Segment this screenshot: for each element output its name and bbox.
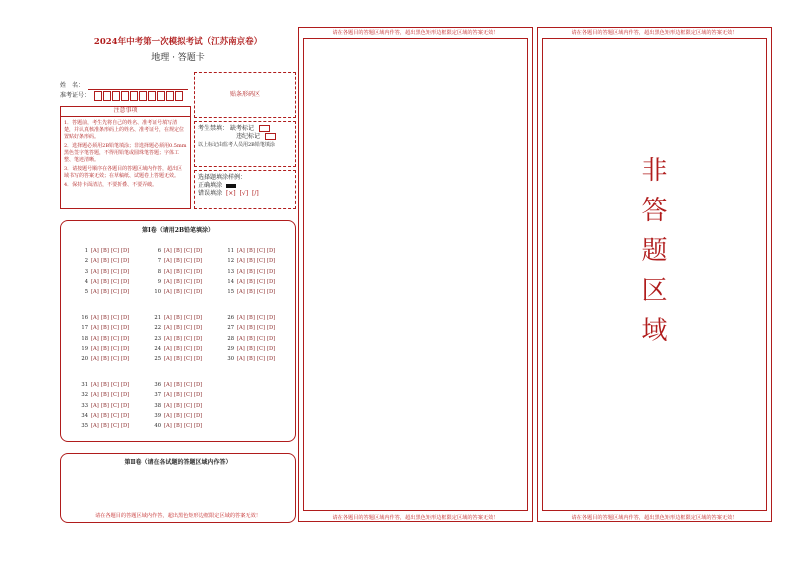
answer-row bbox=[224, 277, 277, 287]
answer-bubble[interactable]: [B] bbox=[247, 335, 255, 342]
answer-bubble[interactable]: [C] bbox=[111, 315, 120, 321]
question-number: 14 bbox=[227, 278, 234, 285]
answer-row bbox=[78, 401, 131, 411]
answer-bubble[interactable]: [B] bbox=[174, 325, 182, 332]
subject-subtitle: 地理 · 答题卡 bbox=[151, 53, 205, 63]
answer-row bbox=[224, 323, 277, 333]
answer-bubble[interactable]: [D] bbox=[267, 248, 276, 254]
barcode-area bbox=[194, 72, 296, 118]
answer-bubble[interactable]: [A] bbox=[91, 345, 99, 352]
answer-bubble[interactable]: [C] bbox=[184, 268, 193, 275]
answer-bubble[interactable]: [D] bbox=[121, 392, 130, 399]
answer-bubble[interactable]: [D] bbox=[121, 268, 130, 275]
answer-bubble[interactable]: [D] bbox=[267, 289, 276, 296]
answer-bubble[interactable]: [B] bbox=[247, 325, 255, 332]
question-number: 23 bbox=[154, 335, 161, 342]
question-number: 33 bbox=[81, 402, 88, 409]
answer-bubble[interactable]: [C] bbox=[257, 325, 266, 332]
id-label: 准考证号： bbox=[60, 92, 91, 99]
no-answer-char: 非 bbox=[641, 156, 668, 186]
fill-example-box bbox=[194, 170, 296, 209]
absent-note: 以上标记由监考人员用2B铅笔填涂 bbox=[198, 142, 275, 148]
answer-bubble[interactable]: [A] bbox=[164, 423, 172, 430]
answer-bubble[interactable]: [C] bbox=[257, 278, 266, 285]
no-answer-char: 域 bbox=[641, 316, 668, 346]
answer-bubble[interactable]: [D] bbox=[267, 315, 276, 321]
answer-row bbox=[78, 411, 131, 421]
answer-bubble[interactable]: [C] bbox=[184, 258, 193, 265]
answer-row bbox=[78, 334, 131, 344]
no-answer-char: 区 bbox=[641, 276, 668, 306]
answer-bubble[interactable]: [D] bbox=[267, 258, 276, 265]
answer-bubble[interactable]: [C] bbox=[111, 402, 120, 409]
answer-row bbox=[224, 246, 277, 256]
answer-bubble[interactable]: [A] bbox=[164, 325, 172, 332]
answer-bubble[interactable]: [B] bbox=[101, 345, 109, 352]
answer-bubble[interactable]: [A] bbox=[237, 258, 245, 265]
answer-bubble[interactable]: [D] bbox=[121, 315, 130, 321]
answer-bubble[interactable]: [D] bbox=[121, 289, 130, 296]
no-answer-char: 答 bbox=[641, 196, 668, 226]
question-number: 37 bbox=[154, 392, 161, 399]
answer-bubble[interactable]: [D] bbox=[194, 248, 203, 254]
notice-box bbox=[60, 106, 191, 209]
answer-bubble[interactable]: [D] bbox=[121, 278, 130, 285]
answer-bubble[interactable]: [C] bbox=[111, 325, 120, 332]
question-number: 34 bbox=[81, 412, 88, 419]
answer-bubble[interactable]: [C] bbox=[111, 258, 120, 265]
answer-bubble[interactable]: [C] bbox=[184, 356, 193, 363]
answer-bubble[interactable]: [C] bbox=[111, 248, 120, 254]
answer-bubble[interactable]: [D] bbox=[194, 356, 203, 363]
question-number: 16 bbox=[81, 315, 88, 321]
answer-bubble[interactable]: [A] bbox=[91, 325, 99, 332]
answer-row bbox=[151, 246, 204, 256]
answer-bubble[interactable]: [B] bbox=[247, 315, 255, 321]
answer-bubble[interactable]: [C] bbox=[257, 289, 266, 296]
answer-bubble[interactable]: [D] bbox=[194, 335, 203, 342]
no-answer-area-text bbox=[538, 151, 771, 351]
answer-bubble[interactable]: [B] bbox=[101, 258, 109, 265]
wrong-fill-label: 错误填涂 bbox=[198, 190, 223, 197]
wrong-example: [/] bbox=[252, 190, 259, 197]
answer-bubble[interactable]: [D] bbox=[267, 325, 276, 332]
answer-row bbox=[224, 256, 277, 266]
answer-row bbox=[151, 390, 204, 400]
answer-bubble[interactable]: [B] bbox=[101, 248, 109, 254]
id-digit-boxes[interactable] bbox=[94, 91, 183, 101]
answer-row bbox=[224, 344, 277, 354]
absent-mark-label: 缺考标记 bbox=[229, 125, 254, 132]
answer-bubble[interactable]: [A] bbox=[164, 412, 172, 419]
answer-bubble[interactable]: [B] bbox=[174, 289, 182, 296]
answer-bubble[interactable]: [B] bbox=[174, 268, 182, 275]
answer-bubble[interactable]: [D] bbox=[121, 382, 130, 388]
answer-bubble[interactable]: [C] bbox=[184, 315, 193, 321]
answer-bubble[interactable]: [A] bbox=[91, 392, 99, 399]
section2-box bbox=[60, 453, 296, 523]
answer-bubble[interactable]: [B] bbox=[101, 412, 109, 419]
answer-bubble[interactable]: [C] bbox=[111, 289, 120, 296]
answer-row bbox=[151, 411, 204, 421]
answer-row bbox=[151, 313, 204, 323]
answer-bubble[interactable]: [D] bbox=[121, 345, 130, 352]
question-number: 30 bbox=[227, 356, 234, 363]
answer-bubble[interactable]: [A] bbox=[164, 268, 172, 275]
answer-row bbox=[151, 344, 204, 354]
question-number: 6 bbox=[157, 248, 161, 254]
question-number: 29 bbox=[227, 345, 234, 352]
correct-fill-row bbox=[198, 182, 292, 190]
wrong-fill-row bbox=[198, 190, 292, 198]
answer-bubble[interactable]: [C] bbox=[111, 382, 120, 388]
answer-group bbox=[151, 246, 204, 297]
answer-bubble[interactable]: [D] bbox=[194, 289, 203, 296]
question-number: 12 bbox=[227, 258, 234, 265]
answer-bubble[interactable]: [D] bbox=[194, 325, 203, 332]
answer-bubble[interactable]: [A] bbox=[91, 412, 99, 419]
answer-bubble[interactable]: [D] bbox=[121, 356, 130, 363]
answer-bubble[interactable]: [D] bbox=[121, 412, 130, 419]
question-number: 4 bbox=[84, 278, 88, 285]
answer-bubble[interactable]: [D] bbox=[194, 315, 203, 321]
answer-bubble[interactable]: [C] bbox=[111, 356, 120, 363]
answer-bubble[interactable]: [C] bbox=[111, 423, 120, 430]
answer-bubble[interactable]: [B] bbox=[247, 258, 255, 265]
answer-bubble[interactable]: [C] bbox=[184, 412, 193, 419]
question-number: 3 bbox=[84, 268, 88, 275]
answer-bubble[interactable]: [A] bbox=[164, 345, 172, 352]
answer-bubble[interactable]: [B] bbox=[247, 289, 255, 296]
out-of-bounds-warning: 请在各题目的答题区域内作答，超出黑色矩形边框限定区域的答案无效！ bbox=[332, 515, 499, 521]
answer-bubble[interactable]: [B] bbox=[101, 423, 109, 430]
question-number: 28 bbox=[227, 335, 234, 342]
exam-title: 2024年中考第一次模拟考试（江苏南京卷） bbox=[93, 37, 263, 47]
question-number: 8 bbox=[157, 268, 161, 275]
answer-bubble[interactable]: [C] bbox=[184, 382, 193, 388]
answer-bubble[interactable]: [B] bbox=[247, 356, 255, 363]
answer-bubble[interactable]: [D] bbox=[194, 382, 203, 388]
answer-bubble[interactable]: [A] bbox=[237, 289, 245, 296]
answer-bubble[interactable]: [D] bbox=[194, 412, 203, 419]
wrong-example: [×] bbox=[225, 190, 236, 197]
answer-bubble[interactable]: [A] bbox=[164, 248, 172, 254]
answer-bubble[interactable]: [C] bbox=[111, 268, 120, 275]
section2-title: 第Ⅱ卷（请在各试题的答题区域内作答） bbox=[124, 459, 232, 466]
answer-row bbox=[224, 313, 277, 323]
answer-group bbox=[78, 380, 131, 431]
question-number: 22 bbox=[154, 325, 161, 332]
answer-group bbox=[224, 313, 277, 364]
answer-bubble[interactable]: [D] bbox=[194, 278, 203, 285]
absent-checkbox[interactable] bbox=[259, 125, 270, 132]
answer-bubble[interactable]: [D] bbox=[194, 392, 203, 399]
answer-bubble[interactable]: [B] bbox=[247, 278, 255, 285]
answer-row bbox=[151, 256, 204, 266]
question-number: 5 bbox=[84, 289, 88, 296]
answer-bubble[interactable]: [B] bbox=[101, 268, 109, 275]
answer-row bbox=[78, 246, 131, 256]
answer-bubble[interactable]: [A] bbox=[237, 248, 245, 254]
answer-bubble[interactable]: [C] bbox=[184, 248, 193, 254]
answer-bubble[interactable]: [A] bbox=[237, 268, 245, 275]
question-number: 31 bbox=[81, 382, 88, 388]
answer-bubble[interactable]: [B] bbox=[101, 382, 109, 388]
answer-bubble[interactable]: [A] bbox=[91, 423, 99, 430]
answer-bubble[interactable]: [C] bbox=[111, 345, 120, 352]
answer-bubble[interactable]: [D] bbox=[121, 325, 130, 332]
question-number: 10 bbox=[154, 289, 161, 296]
answer-bubble[interactable]: [B] bbox=[174, 248, 182, 254]
answer-bubble[interactable]: [A] bbox=[164, 258, 172, 265]
answer-row bbox=[224, 334, 277, 344]
answer-bubble[interactable]: [C] bbox=[257, 258, 266, 265]
answer-bubble[interactable]: [C] bbox=[184, 325, 193, 332]
answer-row bbox=[78, 344, 131, 354]
answer-bubble[interactable]: [B] bbox=[247, 345, 255, 352]
name-line[interactable] bbox=[88, 89, 188, 90]
answer-bubble[interactable]: [B] bbox=[101, 278, 109, 285]
absent-label: 考生禁填： bbox=[198, 125, 229, 132]
answer-bubble[interactable]: [D] bbox=[267, 345, 276, 352]
answer-bubble[interactable]: [B] bbox=[247, 248, 255, 254]
answer-row bbox=[78, 323, 131, 333]
answer-bubble[interactable]: [A] bbox=[91, 402, 99, 409]
question-number: 27 bbox=[227, 325, 234, 332]
answer-bubble[interactable]: [D] bbox=[267, 335, 276, 342]
answer-bubble[interactable]: [C] bbox=[184, 423, 193, 430]
answer-bubble[interactable]: [B] bbox=[101, 315, 109, 321]
answer-row bbox=[151, 421, 204, 431]
column-2-inner-frame bbox=[303, 38, 528, 511]
answer-bubble[interactable]: [A] bbox=[91, 278, 99, 285]
answer-bubble[interactable]: [C] bbox=[184, 278, 193, 285]
answer-bubble[interactable]: [D] bbox=[194, 345, 203, 352]
question-number: 36 bbox=[154, 382, 161, 388]
answer-bubble[interactable]: [B] bbox=[174, 345, 182, 352]
answer-bubble[interactable]: [B] bbox=[174, 423, 182, 430]
no-answer-column bbox=[537, 27, 772, 522]
answer-bubble[interactable]: [D] bbox=[121, 423, 130, 430]
answer-bubble[interactable]: [A] bbox=[164, 402, 172, 409]
correct-fill-label: 正确填涂 bbox=[198, 182, 223, 189]
answer-bubble[interactable]: [A] bbox=[237, 278, 245, 285]
answer-bubble[interactable]: [D] bbox=[121, 402, 130, 409]
answer-bubble[interactable]: [D] bbox=[267, 268, 276, 275]
fill-example-title: 选择题填涂样例： bbox=[198, 174, 247, 181]
answer-bubble[interactable]: [A] bbox=[91, 258, 99, 265]
answer-bubble[interactable]: [C] bbox=[111, 412, 120, 419]
answer-bubble[interactable]: [B] bbox=[174, 392, 182, 399]
answer-bubble[interactable]: [A] bbox=[164, 335, 172, 342]
answer-bubble[interactable]: [C] bbox=[184, 289, 193, 296]
answer-bubble[interactable]: [B] bbox=[174, 382, 182, 388]
answer-bubble[interactable]: [C] bbox=[257, 345, 266, 352]
question-number: 18 bbox=[81, 335, 88, 342]
answer-row bbox=[151, 401, 204, 411]
notice-item: 2．选择题必须用2B铅笔填涂；非选择题必须用0.5mm黑色签字笔答题，不得用铅笔或圆珠笔答题；字体工整、笔迹清晰。 bbox=[64, 143, 187, 163]
violation-mark-label: 违纪标记 bbox=[236, 133, 261, 140]
answer-bubble[interactable]: [C] bbox=[184, 345, 193, 352]
question-number: 9 bbox=[157, 278, 161, 285]
answer-bubble[interactable]: [B] bbox=[101, 325, 109, 332]
answer-row bbox=[224, 354, 277, 364]
answer-bubble[interactable]: [B] bbox=[174, 258, 182, 265]
answer-column-2[interactable] bbox=[298, 27, 533, 522]
answer-bubble[interactable]: [D] bbox=[267, 356, 276, 363]
answer-bubble[interactable]: [D] bbox=[121, 258, 130, 265]
answer-bubble[interactable]: [D] bbox=[194, 258, 203, 265]
answer-row bbox=[78, 390, 131, 400]
question-number: 20 bbox=[81, 356, 88, 363]
question-number: 40 bbox=[154, 423, 161, 430]
answer-bubble[interactable]: [A] bbox=[237, 356, 245, 363]
answer-bubble[interactable]: [B] bbox=[174, 335, 182, 342]
question-number: 17 bbox=[81, 325, 88, 332]
answer-row bbox=[151, 287, 204, 297]
absent-box bbox=[194, 121, 296, 167]
answer-bubble[interactable]: [A] bbox=[237, 335, 245, 342]
absent-label-row bbox=[198, 125, 292, 133]
answer-bubble[interactable]: [B] bbox=[247, 268, 255, 275]
out-of-bounds-warning: 请在各题目的答题区域内作答，超出黑色矩形边框限定区域的答案无效！ bbox=[332, 30, 499, 36]
answer-bubble[interactable]: [C] bbox=[111, 278, 120, 285]
answer-bubble[interactable]: [C] bbox=[184, 402, 193, 409]
answer-bubble[interactable]: [A] bbox=[164, 278, 172, 285]
question-number: 13 bbox=[227, 268, 234, 275]
question-number: 38 bbox=[154, 402, 161, 409]
answer-bubble[interactable]: [C] bbox=[184, 392, 193, 399]
no-answer-char: 题 bbox=[641, 236, 668, 266]
answer-group bbox=[151, 313, 204, 364]
answer-bubble[interactable]: [B] bbox=[101, 392, 109, 399]
answer-bubble[interactable]: [B] bbox=[101, 402, 109, 409]
question-number: 24 bbox=[154, 345, 161, 352]
answer-bubble[interactable]: [B] bbox=[174, 315, 182, 321]
section1-title: 第Ⅰ卷（请用2B铅笔填涂） bbox=[141, 227, 215, 234]
question-number: 39 bbox=[154, 412, 161, 419]
answer-row bbox=[78, 421, 131, 431]
answer-bubble[interactable]: [C] bbox=[184, 335, 193, 342]
answer-bubble[interactable]: [C] bbox=[111, 335, 120, 342]
answer-bubble[interactable]: [A] bbox=[164, 289, 172, 296]
answer-bubble[interactable]: [A] bbox=[91, 248, 99, 254]
notice-item: 4．保持卡面清洁，不要折叠、不要弄破。 bbox=[64, 182, 158, 188]
answer-row bbox=[78, 277, 131, 287]
answer-bubble[interactable]: [B] bbox=[174, 402, 182, 409]
answer-bubble[interactable]: [B] bbox=[174, 356, 182, 363]
answer-bubble[interactable]: [B] bbox=[101, 356, 109, 363]
answer-bubble[interactable]: [D] bbox=[194, 402, 203, 409]
answer-group bbox=[78, 246, 131, 297]
answer-bubble[interactable]: [A] bbox=[164, 392, 172, 399]
answer-bubble[interactable]: [C] bbox=[111, 392, 120, 399]
answer-row bbox=[151, 277, 204, 287]
answer-row bbox=[78, 354, 131, 364]
answer-bubble[interactable]: [B] bbox=[101, 335, 109, 342]
question-number: 21 bbox=[154, 315, 161, 321]
question-number: 11 bbox=[227, 248, 234, 254]
answer-group bbox=[78, 313, 131, 364]
answer-bubble[interactable]: [D] bbox=[194, 423, 203, 430]
answer-bubble[interactable]: [C] bbox=[257, 335, 266, 342]
answer-bubble[interactable]: [C] bbox=[257, 268, 266, 275]
barcode-label: 贴条形码区 bbox=[229, 91, 260, 98]
question-number: 1 bbox=[84, 248, 88, 254]
question-number: 25 bbox=[154, 356, 161, 363]
answer-bubble[interactable]: [A] bbox=[164, 382, 172, 388]
answer-bubble[interactable]: [C] bbox=[257, 315, 266, 321]
answer-row bbox=[78, 313, 131, 323]
answer-bubble[interactable]: [A] bbox=[91, 335, 99, 342]
answer-bubble[interactable]: [A] bbox=[237, 315, 245, 321]
answer-bubble[interactable]: [A] bbox=[91, 356, 99, 363]
answer-bubble[interactable]: [B] bbox=[101, 289, 109, 296]
answer-bubble[interactable]: [A] bbox=[164, 356, 172, 363]
answer-bubble[interactable]: [A] bbox=[164, 315, 172, 321]
answer-row bbox=[151, 323, 204, 333]
answer-bubble[interactable]: [B] bbox=[174, 412, 182, 419]
answer-bubble[interactable]: [A] bbox=[91, 268, 99, 275]
answer-row bbox=[151, 380, 204, 390]
answer-bubble[interactable]: [D] bbox=[194, 268, 203, 275]
out-of-bounds-warning: 请在各题目的答题区域内作答，超出黑色矩形边框限定区域的答案无效！ bbox=[571, 515, 738, 521]
answer-row bbox=[224, 287, 277, 297]
out-of-bounds-warning: 请在各题目的答题区域内作答，超出黑色矩形边框限定区域的答案无效！ bbox=[94, 513, 261, 519]
question-number: 2 bbox=[84, 258, 88, 265]
question-number: 19 bbox=[81, 345, 88, 352]
answer-group bbox=[224, 246, 277, 297]
out-of-bounds-warning: 请在各题目的答题区域内作答，超出黑色矩形边框限定区域的答案无效！ bbox=[571, 30, 738, 36]
question-number: 32 bbox=[81, 392, 88, 399]
answer-bubble[interactable]: [A] bbox=[91, 382, 99, 388]
answer-row bbox=[78, 256, 131, 266]
answer-bubble[interactable]: [D] bbox=[121, 335, 130, 342]
filled-mark-icon bbox=[226, 184, 236, 188]
wrong-example: [√] bbox=[239, 190, 249, 197]
question-number: 15 bbox=[227, 289, 234, 296]
answer-row bbox=[78, 287, 131, 297]
answer-group bbox=[151, 380, 204, 431]
question-number: 35 bbox=[81, 423, 88, 430]
answer-row bbox=[151, 354, 204, 364]
notice-item: 1．答题前，考生先将自己的姓名、准考证号填写清楚，并认真核准条形码上的姓名、准考证号，在规定位置贴好条形码。 bbox=[64, 120, 185, 140]
answer-row bbox=[78, 380, 131, 390]
answer-bubble[interactable]: [A] bbox=[91, 315, 99, 321]
answer-bubble[interactable]: [A] bbox=[91, 289, 99, 296]
answer-bubble[interactable]: [A] bbox=[237, 325, 245, 332]
notice-item: 3．请按题号顺序在各题目的答题区域内作答，超出区域书写的答案无效；在草稿纸、试题卷上答题无效。 bbox=[64, 166, 183, 179]
question-number: 7 bbox=[157, 258, 161, 265]
answer-bubble[interactable]: [B] bbox=[174, 278, 182, 285]
answer-row bbox=[78, 267, 131, 277]
answer-row bbox=[151, 334, 204, 344]
question-number: 26 bbox=[227, 315, 234, 321]
answer-bubble[interactable]: [D] bbox=[121, 248, 130, 254]
answer-row bbox=[224, 267, 277, 277]
answer-bubble[interactable]: [C] bbox=[257, 248, 266, 254]
violation-row bbox=[198, 133, 292, 141]
name-label: 姓 名： bbox=[60, 82, 85, 89]
violation-checkbox[interactable] bbox=[265, 133, 276, 140]
answer-bubble[interactable]: [A] bbox=[237, 345, 245, 352]
notice-title: 注意事项 bbox=[61, 107, 190, 117]
answer-bubble[interactable]: [D] bbox=[267, 278, 276, 285]
answer-row bbox=[151, 267, 204, 277]
answer-bubble[interactable]: [C] bbox=[257, 356, 266, 363]
